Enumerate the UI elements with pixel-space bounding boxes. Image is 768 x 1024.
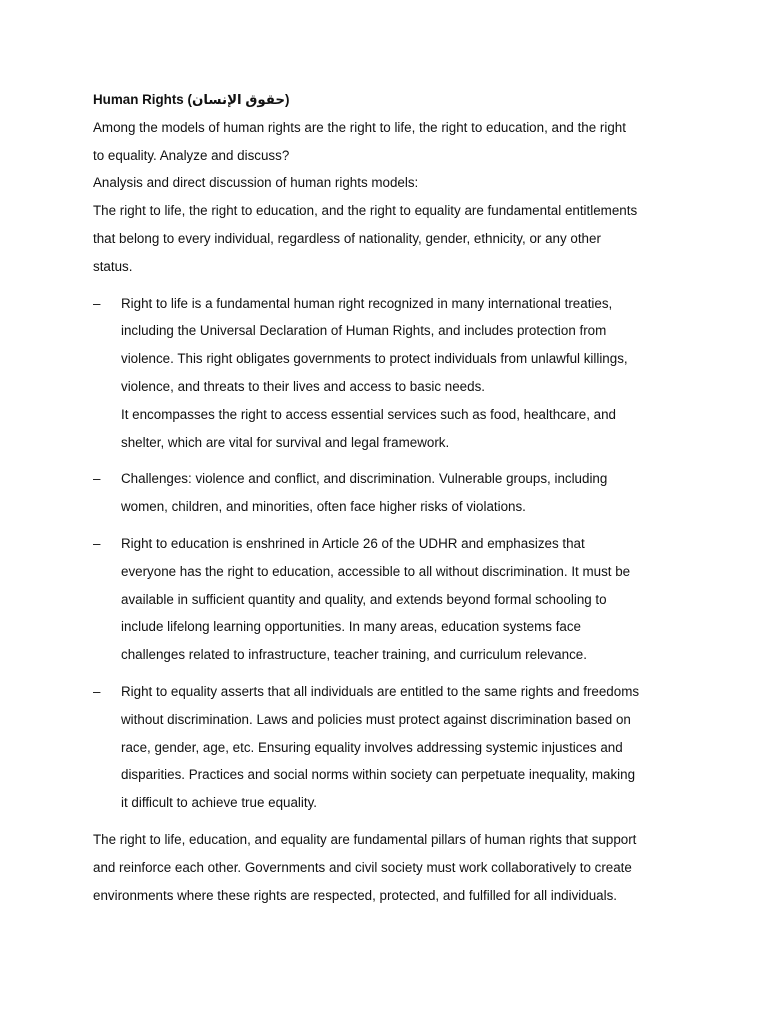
- bullet-right-to-life: [93, 290, 693, 457]
- question-line: Among the models of human rights are the right to life, the right to education, and the right: [93, 119, 626, 135]
- conclusion-line: and reinforce each other. Governments and civil society must work collaboratively to create: [93, 859, 632, 875]
- bullet-dash: –: [93, 295, 101, 311]
- bullet-line: violence, and threats to their lives and access to basic needs.: [121, 378, 485, 394]
- bullet-right-to-education: [93, 530, 693, 669]
- bullet-list: [93, 290, 693, 817]
- bullet-dash: –: [93, 683, 101, 699]
- question-line: to equality. Analyze and discuss?: [93, 147, 290, 163]
- bullet-line: include lifelong learning opportunities. In many areas, education systems face: [121, 619, 582, 635]
- conclusion-line: environments where these rights are respected, protected, and fulfilled for all individuals.: [93, 887, 618, 903]
- bullet-line: Challenges: violence and conflict, and discrimination. Vulnerable groups, including: [121, 471, 608, 487]
- bullet-challenges: [93, 465, 693, 521]
- bullet-line: shelter, which are vital for survival and legal framework.: [121, 434, 450, 450]
- bullet-line: It encompasses the right to access essential services such as food, healthcare, and: [121, 406, 616, 422]
- conclusion-paragraph: [93, 826, 693, 909]
- bullet-line: without discrimination. Laws and policies must protect against discrimination based on: [121, 711, 631, 727]
- analysis-heading: Analysis and direct discussion of human rights models:: [93, 175, 419, 191]
- bullet-line: available in sufficient quantity and quality, and extends beyond formal schooling to: [121, 591, 607, 607]
- bullet-line: Right to life is a fundamental human right recognized in many international treaties,: [121, 295, 613, 311]
- bullet-line: including the Universal Declaration of Human Rights, and includes protection from: [121, 323, 607, 339]
- bullet-line: Right to education is enshrined in Article 26 of the UDHR and emphasizes that: [121, 535, 585, 551]
- document-page: [93, 86, 693, 909]
- bullet-dash: –: [93, 471, 101, 487]
- bullet-dash: –: [93, 535, 101, 551]
- intro-line: status.: [93, 258, 133, 274]
- bullet-line: it difficult to achieve true equality.: [121, 795, 318, 811]
- conclusion-line: The right to life, education, and equality are fundamental pillars of human rights that support: [93, 831, 637, 847]
- bullet-line: Right to equality asserts that all individuals are entitled to the same rights and freedoms: [121, 683, 640, 699]
- bullet-line: race, gender, age, etc. Ensuring equality involves addressing systemic injustices and: [121, 739, 623, 755]
- bullet-line: everyone has the right to education, accessible to all without discrimination. It must be: [121, 563, 631, 579]
- bullet-line: violence. This right obligates governments to protect individuals from unlawful killings,: [121, 351, 628, 367]
- bullet-line: challenges related to infrastructure, teacher training, and curriculum relevance.: [121, 647, 587, 663]
- bullet-line: disparities. Practices and social norms within society can perpetuate inequality, making: [121, 767, 636, 783]
- intro-paragraph: [93, 197, 693, 280]
- intro-line: that belong to every individual, regardless of nationality, gender, ethnicity, or any other: [93, 230, 601, 246]
- question-paragraph: [93, 114, 693, 170]
- intro-line: The right to life, the right to education, and the right to equality are fundamental entitlements: [93, 203, 638, 219]
- bullet-right-to-equality: [93, 678, 693, 817]
- bullet-line: women, children, and minorities, often face higher risks of violations.: [121, 499, 526, 515]
- document-title: Human Rights (حقوق الإنسان): [93, 92, 290, 107]
